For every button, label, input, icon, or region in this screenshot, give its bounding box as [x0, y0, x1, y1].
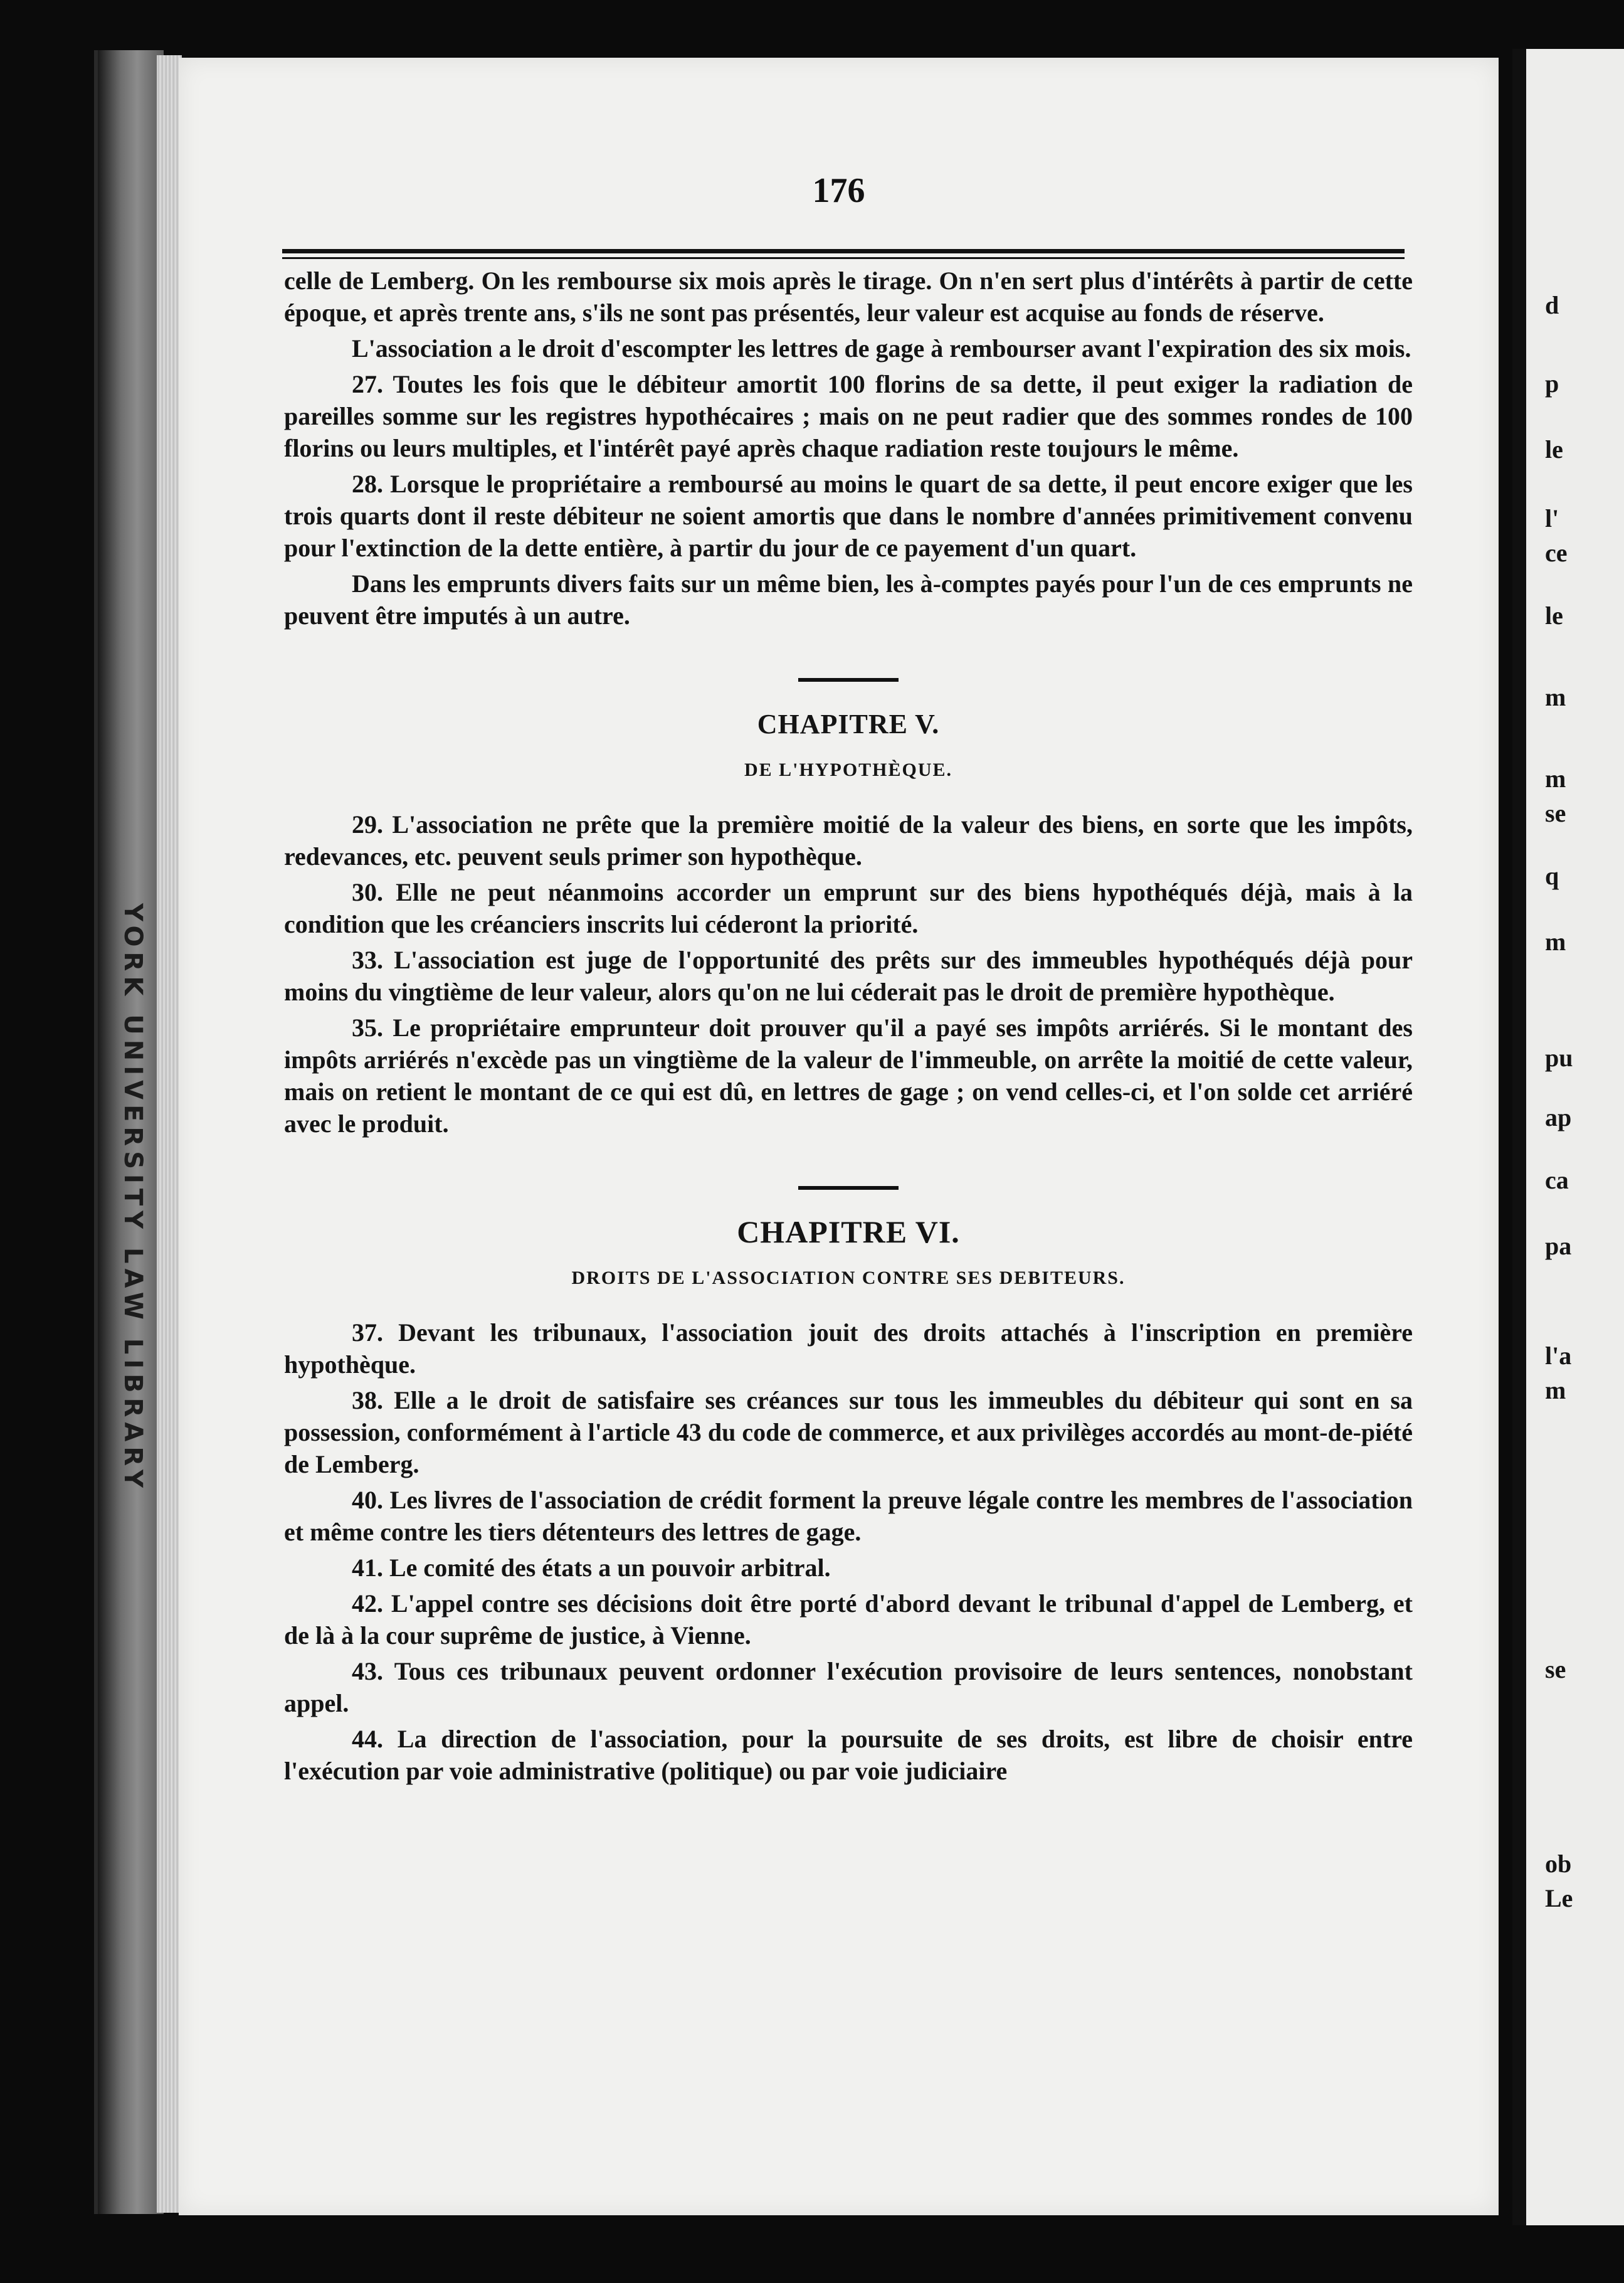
paragraph-art-35: 35. Le propriétaire emprunteur doit prouver qu'il a payé ses impôts arriérés. Si le montant des impôts arriérés n'excède pas un vingtième de la valeur de l'immeuble, on arrête la moitié de cette valeur, mais on retient le montant de ce qui est dû, en lettres de gage ; on vend celles-ci, et l'on solde cet arriéré avec le produit.	[284, 1014, 1413, 1138]
paragraph-art-42: 42. L'appel contre ses décisions doit être porté d'abord devant le tribunal d'appel de Lemberg, et de là à la cour suprême de justice, à Vienne.	[284, 1589, 1413, 1650]
next-page-fragment: se	[1545, 1655, 1566, 1683]
next-page-fragment: ca	[1545, 1166, 1569, 1194]
book-page	[179, 58, 1499, 2215]
next-page-fragment: m	[1545, 683, 1566, 711]
paragraph: celle de Lemberg. On les rembourse six mois après le tirage. On n'en sert plus d'intérêts à partir de cette époque, et après trente ans, s'ils ne sont pas présentés, leur valeur est acquise au fonds de réserve.	[284, 267, 1413, 327]
next-page-fragment: pa	[1545, 1232, 1572, 1260]
next-page-fragment: p	[1545, 369, 1559, 398]
paragraph-art-29: 29. L'association ne prête que la première moitié de la valeur des biens, en sorte que les impôts, redevances, etc. peuvent seuls primer son hypothèque.	[284, 810, 1413, 871]
spine-label: YORK UNIVERSITY LAW LIBRARY	[119, 903, 147, 1493]
next-page-fragment: q	[1545, 862, 1559, 890]
next-page-fragment: Le	[1545, 1884, 1573, 1912]
page-number: 176	[812, 171, 865, 210]
paragraph: Dans les emprunts divers faits sur un même bien, les à-comptes payés pour l'un de ces emprunts ne peuvent être imputés à un autre.	[284, 569, 1413, 630]
paragraph: L'association a le droit d'escompter les lettres de gage à rembourser avant l'expiration des six mois.	[352, 334, 1411, 363]
next-page-fragment: ob	[1545, 1850, 1572, 1878]
paragraph-art-28: 28. Lorsque le propriétaire a remboursé au moins le quart de sa dette, il peut encore exiger que les trois quarts dont il reste débiteur ne soient amortis que dans le nombre d'années primitivement convenu pour l'extinction de la dette entière, à partir du jour de ce payement d'un quart.	[284, 470, 1413, 562]
next-page-fragment: pu	[1545, 1044, 1573, 1072]
chapter-6-title: CHAPITRE VI.	[737, 1214, 960, 1249]
next-page-fragment: ce	[1545, 539, 1568, 567]
page-body	[284, 265, 1413, 1791]
next-page-fragment: le	[1545, 601, 1563, 630]
next-page-fragment: ap	[1545, 1103, 1572, 1131]
next-page-fragment: m	[1545, 928, 1566, 956]
section-separator	[798, 1186, 899, 1190]
paragraph-art-33: 33. L'association est juge de l'opportunité des prêts sur des immeubles hypothéqués déjà pour moins du vingtième de leur valeur, alors qu'on ne lui céderait pas le droit de première hypothèque.	[284, 946, 1413, 1006]
paragraph-art-30: 30. Elle ne peut néanmoins accorder un emprunt sur des biens hypothéqués déjà, mais à la condition que les créanciers inscrits lui céderont la priorité.	[284, 878, 1413, 938]
next-page-fragment: m	[1545, 1376, 1566, 1404]
paragraph-art-43: 43. Tous ces tribunaux peuvent ordonner l'exécution provisoire de leurs sentences, nonobstant appel.	[284, 1657, 1413, 1717]
paragraph-art-27: 27. Toutes les fois que le débiteur amortit 100 florins de sa dette, il peut exiger la radiation de pareilles somme sur les registres hypothécaires ; mais on ne peut radier que des sommes rondes de 100 florins ou leurs multiples, et l'intérêt payé après chaque radiation reste toujours le même.	[284, 370, 1413, 462]
next-page-edge	[1512, 49, 1624, 2225]
chapter-5-subtitle: DE L'HYPOTHÈQUE.	[744, 760, 953, 780]
paragraph-art-41: 41. Le comité des états a un pouvoir arbitral.	[352, 1554, 831, 1582]
next-page-fragment: le	[1545, 435, 1563, 463]
next-page-fragment: se	[1545, 799, 1566, 827]
paragraph-art-37: 37. Devant les tribunaux, l'association jouit des droits attachés à l'inscription en première hypothèque.	[284, 1318, 1413, 1379]
next-page-fragment: m	[1545, 765, 1566, 793]
paragraph-art-38: 38. Elle a le droit de satisfaire ses créances sur tous les immeubles du débiteur qui sont en sa possession, conformément à l'article 43 du code de commerce, et aux privilèges accordés au mont-de-piété de Lemberg.	[284, 1386, 1413, 1478]
paragraph-art-44: 44. La direction de l'association, pour la poursuite de ses droits, est libre de choisir entre l'exécution par voie administrative (politique) ou par voie judiciaire	[284, 1725, 1413, 1785]
chapter-5-title: CHAPITRE V.	[757, 709, 940, 739]
header-rule-thin	[282, 257, 1405, 259]
next-page-fragment: l'a	[1545, 1342, 1572, 1370]
header-rule-thick	[282, 249, 1405, 253]
section-separator	[798, 678, 899, 682]
next-page-fragment: d	[1545, 291, 1559, 319]
chapter-6-subtitle: DROITS DE L'ASSOCIATION CONTRE SES DEBITEURS.	[571, 1268, 1126, 1288]
paragraph-art-40: 40. Les livres de l'association de crédit forment la preuve légale contre les membres de l'association et même contre les tiers détenteurs des lettres de gage.	[284, 1486, 1413, 1546]
next-page-fragment: l'	[1545, 504, 1559, 532]
page-leaf-edges	[157, 55, 182, 2213]
